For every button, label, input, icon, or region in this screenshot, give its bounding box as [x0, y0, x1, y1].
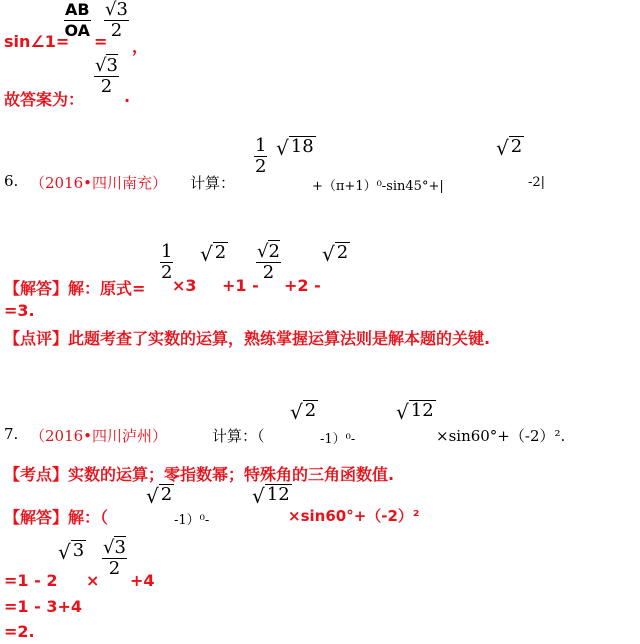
sqrt-18: √ 18: [276, 136, 314, 160]
solution-6-comment: 【点评】此题考查了实数的运算，熟练掌握运算法则是解本题的关键.: [4, 329, 491, 348]
q7-minus1: -1）⁰-: [320, 432, 356, 447]
solution-6-plus2: +2 -: [284, 276, 321, 295]
solution-6-sqrt2-b: √ 2: [322, 242, 349, 266]
radical-sign: √: [105, 0, 117, 20]
radical-sign: √: [496, 136, 509, 160]
solution-6-sqrt2-a: √ 2: [200, 242, 227, 266]
solution-7-tail: ×sin60°+（-2）²: [288, 507, 420, 525]
q7-sqrt-12: √ 12: [396, 400, 434, 424]
question-6-prompt: 计算：: [190, 174, 236, 192]
solution-7-step1-frac-sqrt3-over-2: $\frac{√3}{2}$: [103, 537, 126, 579]
solution-7-minus1: -1）⁰-: [174, 513, 210, 528]
solution-7-step1-times: ×: [86, 571, 100, 590]
solution-7-sqrt-2: √ 2: [146, 484, 173, 508]
solution-7-step1-sqrt3: √ 3: [58, 540, 85, 564]
fraction-numerator: AB: [65, 0, 90, 19]
question-7-prompt: 计算：（: [212, 427, 265, 445]
answer-final-label: 故答案为：: [4, 90, 85, 109]
period: .: [124, 87, 131, 106]
answer-sin-prefix: sin∠1=: [4, 32, 70, 51]
q7-tail: ×sin60°+（-2）².: [436, 427, 566, 445]
solution-6-one-half: $\frac{1}{2}$: [161, 241, 173, 283]
solution-7-step3: =2.: [4, 622, 35, 641]
question-6-source: （2016•四川南充）: [30, 174, 168, 192]
solution-7-sqrt-12: √ 12: [252, 484, 290, 508]
q7-sqrt-2: √ 2: [290, 400, 317, 424]
fraction-ab-oa: [64, 0, 91, 41]
fraction-one-half: $\frac{1}{2}$: [255, 135, 267, 177]
radical-sign: √: [95, 55, 107, 76]
fraction-denominator: OA: [64, 21, 91, 40]
fraction-denominator: 2: [110, 20, 123, 41]
solution-6-plus1: +1 -: [222, 276, 259, 295]
comma: ，: [132, 37, 149, 56]
solution-7-step1-prefix: =1 - 2: [4, 571, 58, 590]
fraction-sqrt3-over-2: [104, 0, 129, 41]
radicand: 3: [106, 55, 118, 76]
question-6-expression-end: -2|: [528, 175, 546, 190]
solution-6-result: =3.: [4, 301, 35, 320]
fraction-denominator: 2: [100, 76, 113, 97]
question-6-number: 6.: [4, 172, 19, 190]
solution-7-label: 【解答】解：（: [4, 508, 109, 527]
solution-7-step1-tail: +4: [130, 571, 155, 590]
question-7-topic: 【考点】实数的运算；零指数幂；特殊角的三角函数值.: [4, 465, 395, 484]
solution-7-step2: =1 - 3+4: [4, 597, 82, 616]
radicand: 3: [116, 0, 128, 20]
fraction-sqrt3-over-2-final: [94, 56, 119, 97]
sqrt-2: √ 2: [496, 136, 523, 160]
solution-6-times3: ×3: [172, 276, 197, 295]
solution-6-frac-sqrt2-over-2: $\frac{√2}{2}$: [257, 241, 280, 283]
equals-sign: =: [94, 32, 108, 51]
radical-sign: √: [276, 136, 289, 160]
question-7-number: 7.: [4, 425, 19, 443]
question-6-expression: +（π+1）⁰-sin45°+|: [312, 179, 444, 194]
question-7-source: （2016•四川泸州）: [30, 427, 168, 445]
solution-6-label: 【解答】解：原式=: [4, 279, 146, 298]
